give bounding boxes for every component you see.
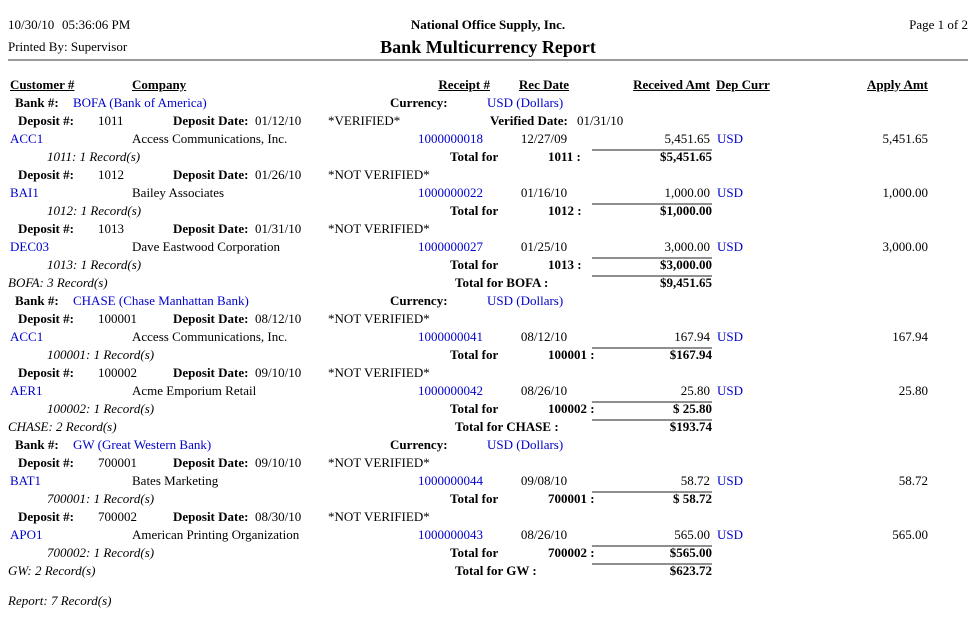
dep-curr-link[interactable]: USD	[717, 473, 744, 488]
bank-total-label: Total for BOFA :	[455, 275, 549, 290]
deposit-label: Deposit #:	[18, 311, 74, 326]
bank-header-row	[0, 292, 976, 310]
bank-link[interactable]: BOFA (Bank of America)	[73, 95, 207, 110]
deposit-label: Deposit #:	[18, 113, 74, 128]
customer-company: Bailey Associates	[132, 185, 225, 200]
header-divider	[8, 59, 968, 61]
report-total-row	[0, 592, 976, 610]
verified-flag: *VERIFIED*	[328, 113, 401, 128]
deposit-row	[0, 310, 976, 328]
received-amt: 25.80	[680, 383, 710, 398]
verified-flag: *NOT VERIFIED*	[328, 455, 430, 470]
bank-link[interactable]: CHASE (Chase Manhattan Bank)	[73, 293, 249, 308]
deposit-label: Deposit #:	[18, 455, 74, 470]
received-amt: 1,000.00	[664, 185, 710, 200]
report-title: Bank Multicurrency Report	[380, 37, 596, 57]
customer-company: Acme Emporium Retail	[132, 383, 257, 398]
dep-curr-link[interactable]: USD	[717, 527, 744, 542]
bank-total-label: Total for GW :	[455, 563, 537, 578]
deposit-date: 08/30/10	[255, 509, 302, 524]
receipt-link[interactable]: 1000000042	[418, 383, 483, 398]
customer-link[interactable]: ACC1	[10, 329, 44, 344]
currency-label: Currency:	[390, 293, 448, 308]
customer-company: American Printing Organization	[132, 527, 300, 542]
total-for-label: Total for	[450, 149, 499, 164]
bank-total-amount: $9,451.65	[660, 275, 712, 290]
customer-company: Dave Eastwood Corporation	[132, 239, 281, 254]
received-amt: 58.72	[680, 473, 710, 488]
deposit-record-count: 700001: 1 Record(s)	[47, 491, 155, 506]
deposit-row	[0, 454, 976, 472]
customer-link[interactable]: DEC03	[10, 239, 49, 254]
receipt-link[interactable]: 1000000018	[418, 131, 483, 146]
currency-link[interactable]: USD (Dollars)	[487, 437, 564, 452]
apply-amt: 5,451.65	[882, 131, 928, 146]
total-deposit-number: 700002 :	[548, 545, 595, 560]
deposit-label: Deposit #:	[18, 509, 74, 524]
deposit-total-amount: $ 25.80	[673, 401, 712, 416]
report-time: 05:36:06 PM	[62, 17, 131, 32]
receipt-row	[0, 184, 976, 202]
customer-company: Access Communications, Inc.	[132, 131, 288, 146]
deposit-number: 700001	[98, 455, 137, 470]
deposit-record-count: 700002: 1 Record(s)	[47, 545, 155, 560]
col-receipt: Receipt #	[438, 77, 490, 92]
deposit-date-label: Deposit Date:	[173, 455, 249, 470]
printed-by: Printed By: Supervisor	[8, 39, 128, 54]
verified-flag: *NOT VERIFIED*	[328, 365, 430, 380]
deposit-date: 01/12/10	[255, 113, 302, 128]
col-rec-date: Rec Date	[518, 77, 570, 92]
deposit-total-amount: $ 58.72	[673, 491, 712, 506]
deposit-label: Deposit #:	[18, 167, 74, 182]
deposit-record-count: 100001: 1 Record(s)	[47, 347, 155, 362]
deposit-date-label: Deposit Date:	[173, 509, 249, 524]
customer-company: Bates Marketing	[132, 473, 219, 488]
deposit-number: 1012	[98, 167, 124, 182]
received-amt: 3,000.00	[664, 239, 710, 254]
rec-date: 09/08/10	[520, 473, 568, 488]
receipt-link[interactable]: 1000000044	[418, 473, 483, 488]
deposit-row	[0, 364, 976, 382]
deposit-number: 100002	[98, 365, 137, 380]
bank-total-row	[0, 562, 976, 580]
deposit-total-row	[0, 400, 976, 418]
apply-amt: 3,000.00	[882, 239, 928, 254]
deposit-row	[0, 220, 976, 238]
apply-amt: 565.00	[892, 527, 928, 542]
receipt-row	[0, 526, 976, 544]
deposit-date: 01/26/10	[255, 167, 302, 182]
verified-date: 01/31/10	[577, 113, 624, 128]
receipt-link[interactable]: 1000000022	[418, 185, 483, 200]
customer-link[interactable]: BAT1	[10, 473, 42, 488]
deposit-total-amount: $5,451.65	[660, 149, 712, 164]
bank-label: Bank #:	[15, 95, 59, 110]
apply-amt: 25.80	[898, 383, 928, 398]
deposit-number: 700002	[98, 509, 137, 524]
total-deposit-number: 700001 :	[548, 491, 595, 506]
received-amt: 565.00	[674, 527, 710, 542]
verified-flag: *NOT VERIFIED*	[328, 311, 430, 326]
dep-curr-link[interactable]: USD	[717, 131, 744, 146]
rec-date: 01/25/10	[520, 239, 568, 254]
report-date: 10/30/10	[8, 17, 55, 32]
deposit-record-count: 1012: 1 Record(s)	[47, 203, 142, 218]
total-deposit-number: 1011 :	[548, 149, 581, 164]
apply-amt: 1,000.00	[882, 185, 928, 200]
deposit-record-count: 1011: 1 Record(s)	[47, 149, 141, 164]
verified-flag: *NOT VERIFIED*	[328, 167, 430, 182]
page-header-row	[0, 16, 976, 34]
total-for-label: Total for	[450, 347, 499, 362]
total-for-label: Total for	[450, 203, 499, 218]
bank-total-row	[0, 274, 976, 292]
dep-curr-link[interactable]: USD	[717, 383, 744, 398]
customer-company: Access Communications, Inc.	[132, 329, 288, 344]
receipt-row	[0, 472, 976, 490]
deposit-number: 1013	[98, 221, 124, 236]
col-company: Company	[132, 77, 187, 92]
deposit-total-row	[0, 202, 976, 220]
bank-header-row	[0, 436, 976, 454]
verified-date-label: Verified Date:	[490, 113, 568, 128]
bank-record-count: CHASE: 2 Record(s)	[8, 419, 117, 434]
total-for-label: Total for	[450, 401, 499, 416]
deposit-total-amount: $3,000.00	[660, 257, 712, 272]
apply-amt: 58.72	[898, 473, 928, 488]
verified-flag: *NOT VERIFIED*	[328, 509, 430, 524]
bank-record-count: BOFA: 3 Record(s)	[8, 275, 108, 290]
currency-label: Currency:	[390, 95, 448, 110]
title-row	[0, 36, 976, 58]
rec-date: 01/16/10	[520, 185, 568, 200]
verified-flag: *NOT VERIFIED*	[328, 221, 430, 236]
received-amt: 167.94	[674, 329, 710, 344]
rec-date: 08/26/10	[520, 527, 568, 542]
deposit-number: 1011	[98, 113, 124, 128]
dep-curr-link[interactable]: USD	[717, 329, 744, 344]
total-for-label: Total for	[450, 257, 499, 272]
bank-total-label: Total for CHASE :	[455, 419, 559, 434]
col-customer: Customer #	[10, 77, 75, 92]
receipt-link[interactable]: 1000000043	[418, 527, 483, 542]
bank-record-count: GW: 2 Record(s)	[8, 563, 96, 578]
report-record-count: Report: 7 Record(s)	[8, 593, 112, 608]
receipt-link[interactable]: 1000000041	[418, 329, 483, 344]
bank-header-row	[0, 94, 976, 112]
currency-link[interactable]: USD (Dollars)	[487, 95, 564, 110]
bank-total-amount: $193.74	[669, 419, 712, 434]
currency-label: Currency:	[390, 437, 448, 452]
deposit-number: 100001	[98, 311, 137, 326]
deposit-record-count: 1013: 1 Record(s)	[47, 257, 142, 272]
company-name: National Office Supply, Inc.	[410, 17, 566, 32]
deposit-date: 08/12/10	[255, 311, 302, 326]
deposit-total-row	[0, 346, 976, 364]
deposit-row	[0, 166, 976, 184]
apply-amt: 167.94	[892, 329, 928, 344]
deposit-date-label: Deposit Date:	[173, 167, 249, 182]
deposit-total-amount: $167.94	[669, 347, 712, 362]
deposit-date: 09/10/10	[255, 365, 302, 380]
receipt-row	[0, 328, 976, 346]
bank-label: Bank #:	[15, 437, 59, 452]
receipt-row	[0, 238, 976, 256]
receipt-link[interactable]: 1000000027	[418, 239, 483, 254]
deposit-label: Deposit #:	[18, 221, 74, 236]
customer-link[interactable]: AER1	[10, 383, 43, 398]
deposit-date: 01/31/10	[255, 221, 302, 236]
column-header-row	[0, 76, 976, 94]
customer-link[interactable]: ACC1	[10, 131, 44, 146]
deposit-record-count: 100002: 1 Record(s)	[47, 401, 155, 416]
bank-link[interactable]: GW (Great Western Bank)	[73, 437, 212, 452]
deposit-date-label: Deposit Date:	[173, 365, 249, 380]
deposit-date-label: Deposit Date:	[173, 221, 249, 236]
total-for-label: Total for	[450, 545, 499, 560]
rec-date: 08/26/10	[520, 383, 568, 398]
receipt-row	[0, 130, 976, 148]
col-received-amt: Received Amt	[633, 77, 710, 92]
deposit-date-label: Deposit Date:	[173, 311, 249, 326]
rec-date: 12/27/09	[520, 131, 568, 146]
customer-link[interactable]: BAI1	[10, 185, 39, 200]
bank-total-amount: $623.72	[669, 563, 712, 578]
bank-label: Bank #:	[15, 293, 59, 308]
deposit-date: 09/10/10	[255, 455, 302, 470]
deposit-total-amount: $565.00	[669, 545, 712, 560]
total-deposit-number: 100001 :	[548, 347, 595, 362]
receipt-row	[0, 382, 976, 400]
bank-total-row	[0, 418, 976, 436]
total-for-label: Total for	[450, 491, 499, 506]
deposit-row	[0, 508, 976, 526]
deposit-total-row	[0, 256, 976, 274]
received-amt: 5,451.65	[664, 131, 710, 146]
deposit-date-label: Deposit Date:	[173, 113, 249, 128]
deposit-total-row	[0, 148, 976, 166]
deposit-total-row	[0, 490, 976, 508]
col-apply-amt: Apply Amt	[866, 77, 928, 92]
total-deposit-number: 100002 :	[548, 401, 595, 416]
total-deposit-number: 1013 :	[548, 257, 582, 272]
deposit-total-amount: $1,000.00	[660, 203, 712, 218]
dep-curr-link[interactable]: USD	[717, 185, 744, 200]
currency-link[interactable]: USD (Dollars)	[487, 293, 564, 308]
deposit-label: Deposit #:	[18, 365, 74, 380]
rec-date: 08/12/10	[520, 329, 568, 344]
page-number: Page 1 of 2	[909, 17, 968, 32]
deposit-row	[0, 112, 976, 130]
total-deposit-number: 1012 :	[548, 203, 582, 218]
dep-curr-link[interactable]: USD	[717, 239, 744, 254]
deposit-total-row	[0, 544, 976, 562]
customer-link[interactable]: APO1	[10, 527, 43, 542]
col-dep-curr: Dep Curr	[716, 77, 770, 92]
